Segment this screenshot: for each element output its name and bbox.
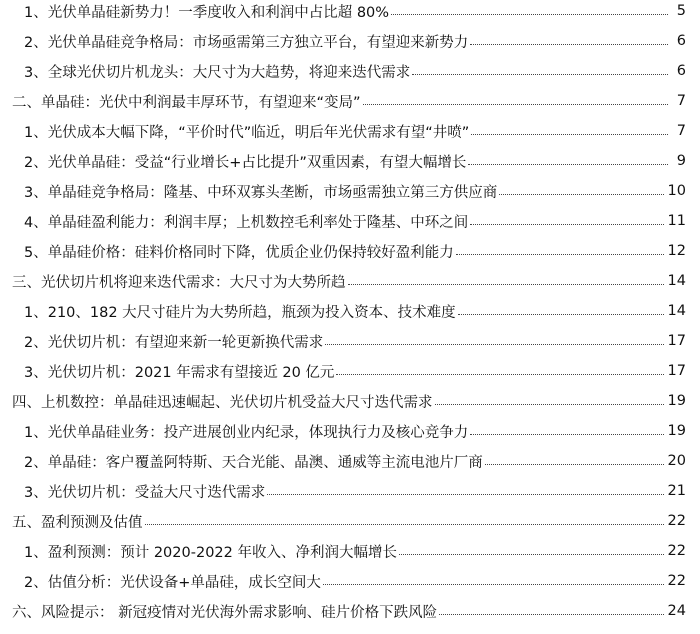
- toc-page-number: 19: [667, 423, 686, 439]
- toc-leader-dots: [325, 343, 663, 345]
- toc-section-title: 三、光伏切片机将迎来迭代需求：大尺寸为大势所趋: [12, 274, 346, 291]
- toc-entry-title: 1、光伏单晶硅新势力！一季度收入和利润中占比超 80%: [24, 4, 390, 21]
- toc-leader-dots: [499, 193, 663, 195]
- toc-page-number: 17: [667, 363, 686, 379]
- toc-leader-dots: [412, 73, 668, 75]
- toc-page-number: 7: [676, 93, 686, 109]
- toc-leader-dots: [323, 583, 664, 585]
- toc-entry[interactable]: [24, 56, 686, 86]
- toc-page-number: 14: [667, 273, 686, 289]
- toc-entry[interactable]: [24, 326, 686, 356]
- toc-entry-title: 1、盈利预测：预计 2020-2022 年收入、净利润大幅增长: [24, 544, 397, 561]
- toc-section-title: 四、上机数控：单晶硅迅速崛起、光伏切片机受益大尺寸迭代需求: [12, 394, 433, 411]
- toc-leader-dots: [336, 373, 663, 375]
- toc-entry[interactable]: [24, 0, 686, 26]
- toc-entry-title: 2、光伏单晶硅：受益“行业增长+占比提升”双重因素，有望大幅增长: [24, 154, 467, 171]
- toc-section-entry[interactable]: [12, 506, 686, 536]
- toc-entry-title: 1、光伏成本大幅下降，“平价时代”临近，明后年光伏需求有望“井喷”: [24, 124, 470, 141]
- toc-page-number: 22: [667, 543, 686, 559]
- toc-entry[interactable]: [24, 446, 686, 476]
- toc-entry-title: 1、210、182 大尺寸硅片为大势所趋，瓶颈为投入资本、技术难度: [24, 304, 456, 321]
- toc-entry[interactable]: [24, 236, 686, 266]
- toc-leader-dots: [468, 163, 668, 165]
- toc-entry-title: 4、单晶硅盈利能力：利润丰厚；上机数控毛利率处于隆基、中环之间: [24, 214, 469, 231]
- toc-entry-title: 3、光伏切片机：2021 年需求有望接近 20 亿元: [24, 364, 335, 381]
- toc-page-number: 24: [667, 603, 686, 619]
- toc-entry[interactable]: [24, 176, 686, 206]
- toc-section-entry[interactable]: [12, 266, 686, 296]
- toc-entry[interactable]: [24, 356, 686, 386]
- toc-page-number: 10: [667, 183, 686, 199]
- toc-leader-dots: [471, 133, 668, 135]
- toc-page-number: 7: [676, 123, 686, 139]
- toc-entry[interactable]: [24, 416, 686, 446]
- toc-entry-title: 2、光伏单晶硅竞争格局：市场亟需第三方独立平台，有望迎来新势力: [24, 34, 469, 51]
- toc-section-title: 二、单晶硅：光伏中利润最丰厚环节，有望迎来“变局”: [12, 94, 361, 111]
- toc-entry[interactable]: [24, 296, 686, 326]
- toc-page-number: 17: [667, 333, 686, 349]
- toc-entry[interactable]: [24, 146, 686, 176]
- toc-section-entry[interactable]: [12, 596, 686, 626]
- toc-leader-dots: [456, 253, 664, 255]
- toc-entry[interactable]: [24, 476, 686, 506]
- toc-leader-dots: [348, 283, 664, 285]
- toc-leader-dots: [267, 493, 663, 495]
- toc-leader-dots: [470, 43, 668, 45]
- toc-leader-dots: [391, 13, 668, 15]
- toc-section-entry[interactable]: [12, 86, 686, 116]
- toc-entry-title: 2、单晶硅：客户覆盖阿特斯、天合光能、晶澳、通威等主流电池片厂商: [24, 454, 483, 471]
- toc-page-number: 21: [667, 483, 686, 499]
- toc-page-number: 20: [667, 453, 686, 469]
- toc-page-number: 6: [676, 33, 686, 49]
- toc-leader-dots: [363, 103, 668, 105]
- toc-leader-dots: [435, 403, 664, 405]
- toc-page-number: 12: [667, 243, 686, 259]
- toc-page-number: 22: [667, 573, 686, 589]
- toc-section-title: 五、盈利预测及估值: [12, 514, 143, 531]
- toc-section-title: 六、风险提示： 新冠疫情对光伏海外需求影响、硅片价格下跌风险: [12, 604, 438, 621]
- toc-page-number: 6: [676, 63, 686, 79]
- toc-page-number: 14: [667, 303, 686, 319]
- toc-leader-dots: [485, 463, 664, 465]
- toc-entry-title: 1、光伏单晶硅业务：投产进展创业内纪录，体现执行力及核心竞争力: [24, 424, 469, 441]
- toc-page-number: 9: [676, 153, 686, 169]
- toc-page-number: 22: [667, 513, 686, 529]
- toc-entry-title: 2、估值分析：光伏设备+单晶硅，成长空间大: [24, 574, 321, 591]
- toc-entry[interactable]: [24, 116, 686, 146]
- toc-page-number: 5: [676, 3, 686, 19]
- toc-page-number: 11: [667, 213, 686, 229]
- toc-entry[interactable]: [24, 566, 686, 596]
- toc-entry-title: 2、光伏切片机：有望迎来新一轮更新换代需求: [24, 334, 324, 351]
- toc-entry-title: 3、光伏切片机：受益大尺寸迭代需求: [24, 484, 266, 501]
- toc-entry[interactable]: [24, 206, 686, 236]
- toc-leader-dots: [458, 313, 664, 315]
- toc-page-number: 19: [667, 393, 686, 409]
- toc-entry-title: 5、单晶硅价格：硅料价格同时下降，优质企业仍保持较好盈利能力: [24, 244, 454, 261]
- toc-section-entry[interactable]: [12, 386, 686, 416]
- toc-leader-dots: [470, 223, 663, 225]
- toc-entry-title: 3、全球光伏切片机龙头：大尺寸为大趋势，将迎来迭代需求: [24, 64, 411, 81]
- toc-entry[interactable]: [24, 26, 686, 56]
- toc-leader-dots: [439, 613, 663, 615]
- toc-entry-title: 3、单晶硅竞争格局：隆基、中环双寡头垄断，市场亟需独立第三方供应商: [24, 184, 498, 201]
- toc-entry[interactable]: [24, 536, 686, 566]
- toc-leader-dots: [145, 523, 664, 525]
- toc-leader-dots: [470, 433, 663, 435]
- toc-leader-dots: [399, 553, 664, 555]
